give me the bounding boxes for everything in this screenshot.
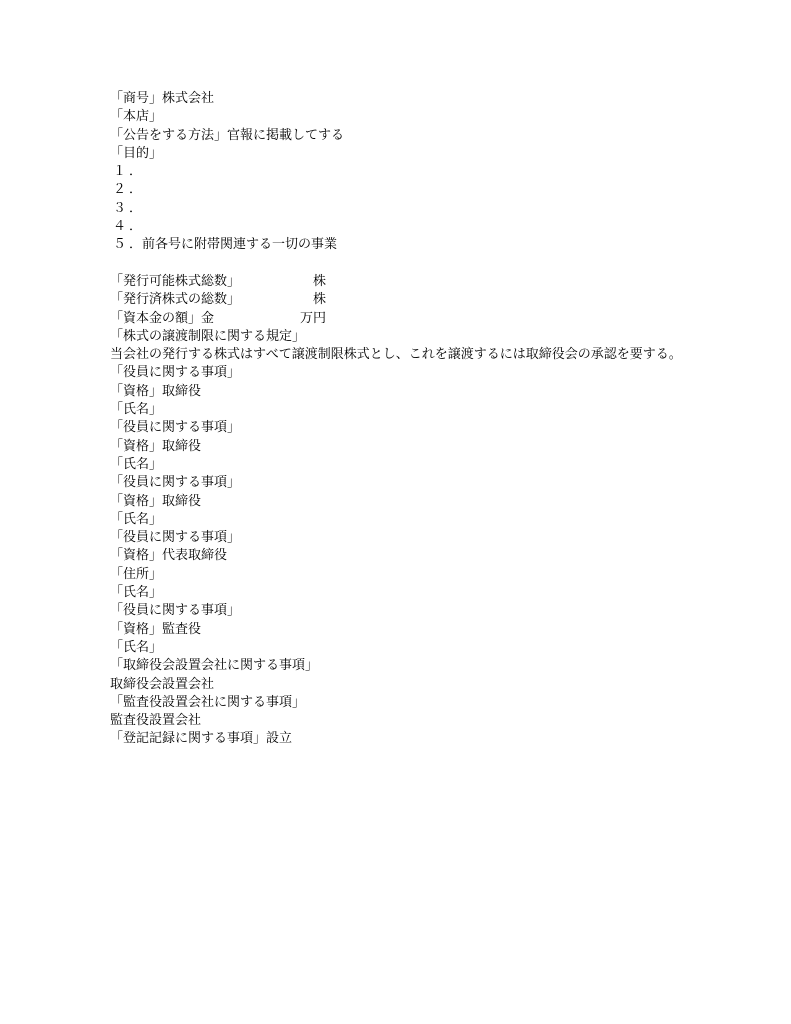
officer-name: 「氏名」 [110,456,163,472]
officer-name: 「氏名」 [110,402,163,418]
officer-name: 「氏名」 [110,511,163,527]
issued-shares-unit: 株 [313,292,327,308]
officer-name: 「氏名」 [110,585,163,601]
transfer-restriction-heading: 「株式の譲渡制限に関する規定」 [110,328,306,344]
authorized-shares-unit: 株 [313,273,327,289]
auditor-text: 監査役設置会社 [110,713,202,729]
capital-amount [110,310,690,328]
issued-shares [110,291,690,309]
officer-name: 「氏名」 [110,639,163,655]
issued-shares-label: 「発行済株式の総数」 [110,292,241,308]
officer-address: 「住所」 [110,566,163,582]
purpose-number: ４ [113,219,127,235]
purpose-item [110,200,690,218]
purpose-separator: ． [129,164,143,180]
purpose-item [110,163,690,181]
auditor-heading: 「監査役設置会社に関する事項」 [110,694,306,710]
purpose-separator: ． [129,237,143,253]
purpose-number: ５ [113,237,127,253]
officer-title: 「資格」取締役 [110,438,202,454]
registration-document [110,90,690,749]
officer-heading: 「役員に関する事項」 [110,475,241,491]
purpose-item [110,181,690,199]
transfer-restriction-text: 当会社の発行する株式はすべて譲渡制限株式とし、これを譲渡するには取締役会の承認を要する。 [110,347,682,363]
purpose-heading: 「目的」 [110,145,163,161]
public-notice-method: 「公告をする方法」官報に掲載してする [110,127,345,143]
purpose-text: 前各号に附帯関連する一切の事業 [142,237,338,253]
officer-heading: 「役員に関する事項」 [110,365,241,381]
purpose-separator: ． [129,182,143,198]
officer-title: 「資格」取締役 [110,383,202,399]
head-office: 「本店」 [110,109,163,125]
purpose-item [110,218,690,236]
purpose-number: ３ [113,200,127,216]
officer-heading: 「役員に関する事項」 [110,603,241,619]
company-name: 「商号」株式会社 [110,91,215,106]
registration-record: 「登記記録に関する事項」設立 [110,731,293,747]
officer-title: 「資格」取締役 [110,493,202,509]
purpose-separator: ． [129,219,143,235]
purpose-number: １ [113,164,127,180]
officer-heading: 「役員に関する事項」 [110,420,241,436]
authorized-shares-label: 「発行可能株式総数」 [110,273,241,289]
capital-unit: 万円 [300,310,327,326]
purpose-number: ２ [113,182,127,198]
blank-line [110,255,690,273]
board-text: 取締役会設置会社 [110,676,215,692]
purpose-separator: ． [129,200,143,216]
officer-title: 「資格」監査役 [110,621,202,637]
authorized-shares [110,273,690,291]
officer-title: 「資格」代表取締役 [110,548,228,564]
purpose-item [110,236,690,254]
board-heading: 「取締役会設置会社に関する事項」 [110,658,319,674]
capital-label: 「資本金の額」金 [110,310,215,326]
officer-heading: 「役員に関する事項」 [110,530,241,546]
